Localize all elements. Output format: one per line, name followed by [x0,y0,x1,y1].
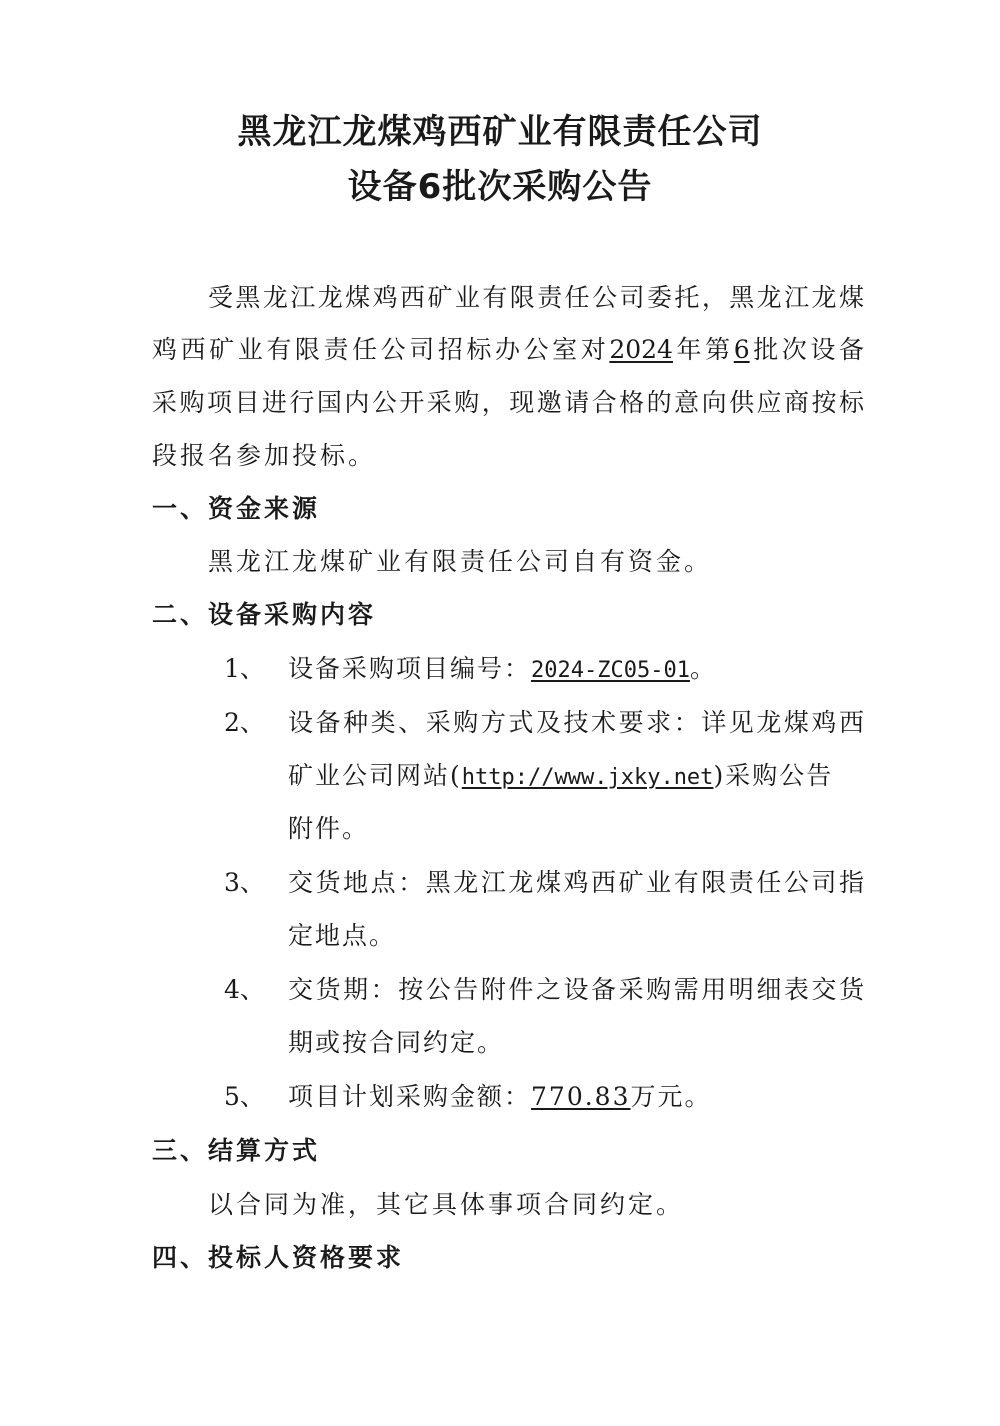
section-1-heading: 一、资金来源 [152,494,321,523]
item-text: 项目计划采购金额： [288,1082,532,1111]
document-title-line-1: 黑龙江龙煤鸡西矿业有限责任公司 [237,112,763,152]
item-3-line-2: 定地点。 [288,921,397,950]
section-3-heading: 三、结算方式 [152,1136,321,1165]
intro-text: 鸡西矿业有限责任公司招标办公室对 [152,335,610,364]
section-1-text: 黑龙江龙煤矿业有限责任公司自有资金。 [208,547,713,576]
item-text: )采购公告 [713,761,834,790]
item-1-number: 1、 [224,654,265,683]
intro-text: 年第 [672,335,734,364]
item-text: 设备采购项目编号： [288,654,532,683]
section-2-heading: 二、设备采购内容 [152,600,377,629]
item-2-line-3: 附件。 [288,814,370,843]
item-4-line-2: 期或按合同约定。 [288,1028,505,1057]
section-4-heading: 四、投标人资格要求 [152,1243,405,1272]
item-3-line-1: 交货地点：黑龙江龙煤鸡西矿业有限责任公司指 [288,868,864,897]
document-title-line-2: 设备6批次采购公告 [347,167,653,207]
intro-line-1: 受黑龙江龙煤鸡西矿业有限责任公司委托，黑龙江龙煤 [208,283,864,312]
item-1-text [288,652,717,688]
intro-line-4: 段报名参加投标。 [152,441,377,470]
item-2-line-2 [288,759,833,795]
item-5-number: 5、 [224,1082,265,1111]
intro-batch: 6 [733,335,750,364]
item-4-number: 4、 [224,975,265,1004]
intro-year: 2024 [609,335,673,364]
item-2-number: 2、 [224,708,265,737]
website-link[interactable]: http://www.jxky.net [461,765,714,790]
item-text: 。 [689,654,717,683]
item-text: 矿业公司网站( [288,761,462,790]
item-text: 万元。 [630,1082,712,1111]
project-code: 2024-ZC05-01 [531,658,690,683]
intro-line-2 [152,333,864,367]
item-4-line-1: 交货期：按公告附件之设备采购需用明细表交货 [288,975,864,1004]
intro-text: 批次设备 [749,335,864,364]
intro-line-3: 采购项目进行国内公开采购，现邀请合格的意向供应商按标 [152,388,864,417]
item-2-line-1: 设备种类、采购方式及技术要求：详见龙煤鸡西 [288,708,864,737]
item-5-text [288,1080,712,1114]
section-3-text: 以合同为准，其它具体事项合同约定。 [208,1190,685,1219]
purchase-amount: 770.83 [531,1082,631,1111]
item-3-number: 3、 [224,868,265,897]
